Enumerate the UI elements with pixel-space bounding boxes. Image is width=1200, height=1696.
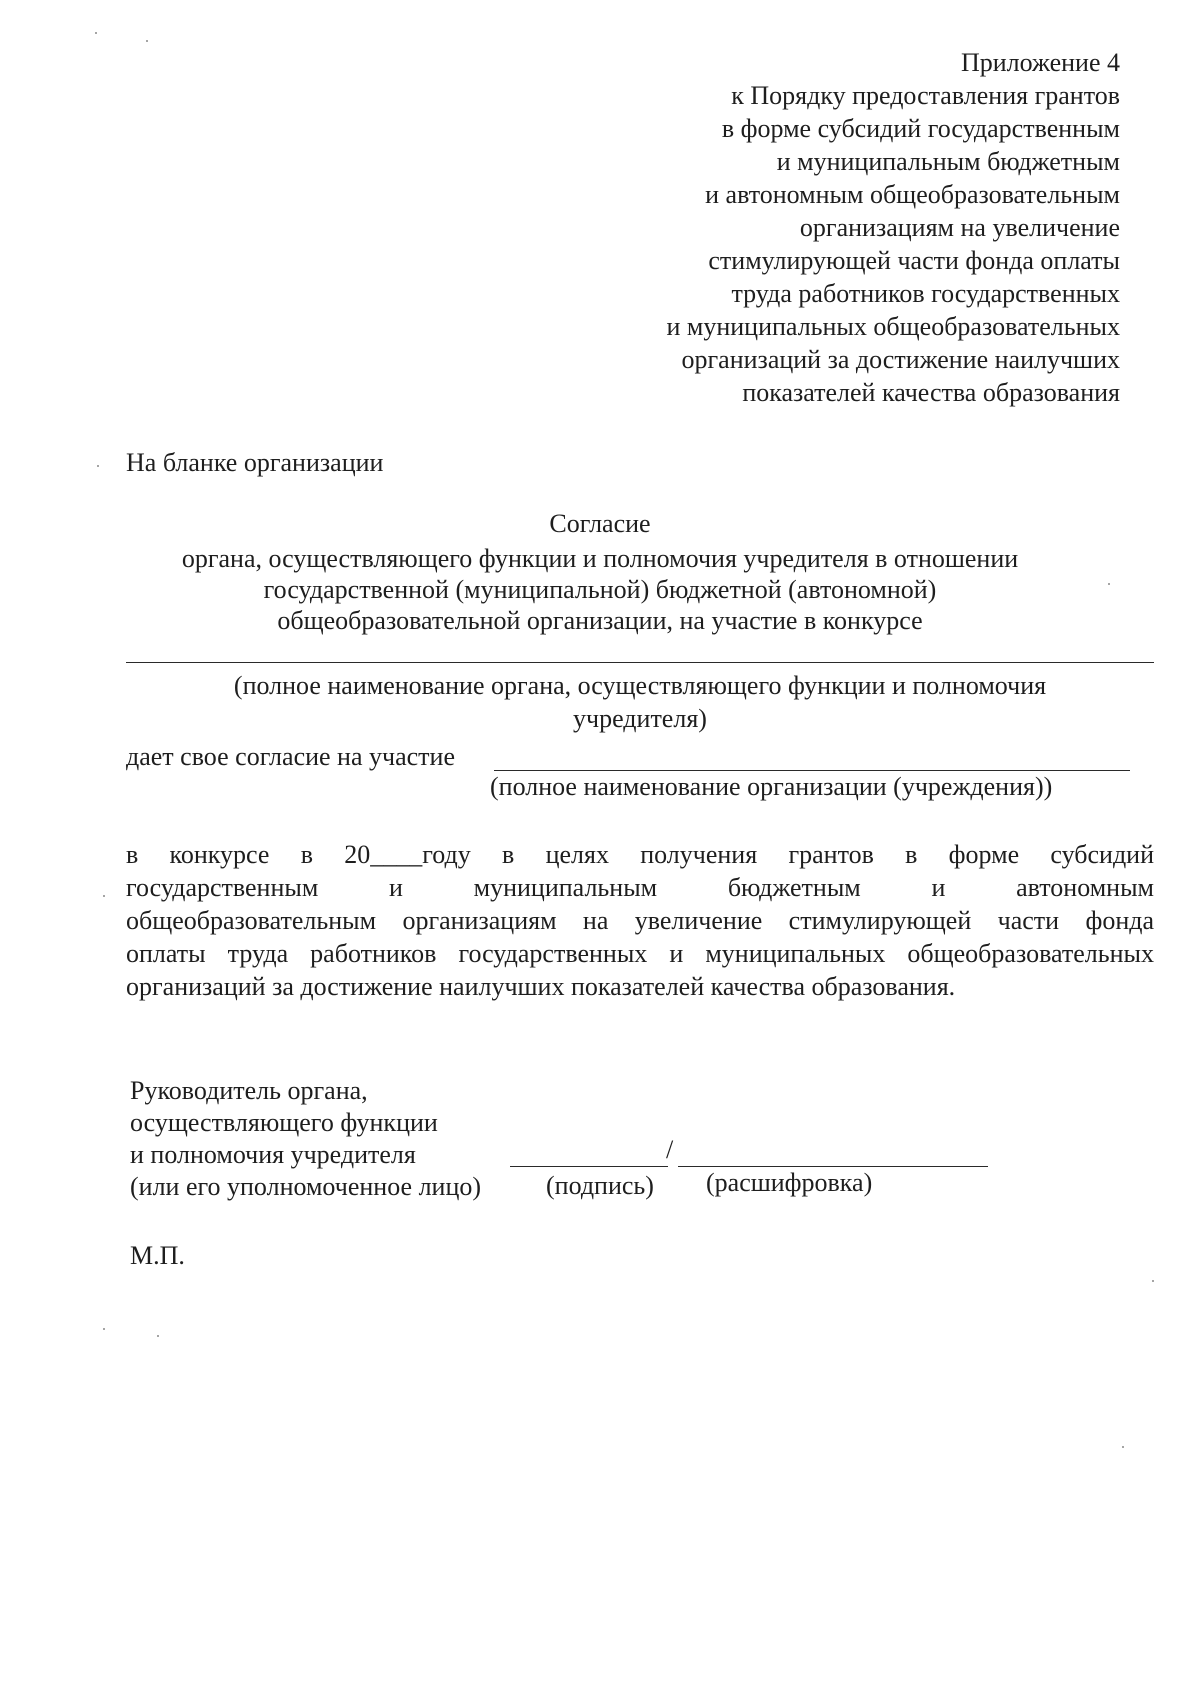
appendix-line: к Порядку предоставления грантов: [731, 81, 1120, 110]
scan-speck: [103, 895, 105, 897]
signature-role-line: осуществляющего функции: [130, 1108, 438, 1137]
scan-speck: [103, 1328, 105, 1330]
scan-speck: [157, 1335, 159, 1337]
body-line: организаций за достижение наилучших показателей качества образования.: [126, 972, 956, 1001]
appendix-line: труда работников государственных: [731, 279, 1120, 308]
scan-speck: [97, 465, 99, 467]
document-subtitle-line: органа, осуществляющего функции и полномочия учредителя в отношении: [181, 544, 1019, 573]
appendix-line: и автономным общеобразовательным: [705, 180, 1120, 209]
appendix-line: в форме субсидий государственным: [721, 114, 1120, 143]
body-line: в конкурсе в 20____году в целях получения грантов в форме субсидий: [126, 840, 1154, 869]
scan-speck: [1108, 583, 1110, 585]
body-line: оплаты труда работников государственных и муниципальных общеобразовательных: [126, 939, 1154, 968]
signature-role-line: Руководитель органа,: [130, 1076, 368, 1105]
signature-role-line: (или его уполномоченное лицо): [130, 1172, 482, 1201]
scan-speck: [1122, 1446, 1124, 1448]
appendix-line: Приложение 4: [960, 48, 1120, 77]
consent-label: дает свое согласие на участие: [126, 742, 455, 771]
document-title: Согласие: [549, 509, 651, 538]
authority-field-caption: (полное наименование органа, осуществляющего функции и полномочия: [233, 671, 1047, 700]
scan-speck: [95, 32, 97, 34]
authority-name-field[interactable]: [126, 662, 1154, 663]
appendix-line: и муниципальных общеобразовательных: [666, 312, 1120, 341]
document-subtitle-line: общеобразовательной организации, на участие в конкурсе: [277, 606, 923, 635]
authority-field-caption: учредителя): [573, 704, 707, 733]
decode-caption: (расшифровка): [706, 1168, 873, 1197]
signature-field[interactable]: [510, 1166, 668, 1167]
signature-role-line: и полномочия учредителя: [130, 1140, 416, 1169]
appendix-line: стимулирующей части фонда оплаты: [708, 246, 1120, 275]
appendix-line: и муниципальным бюджетным: [776, 147, 1120, 176]
signature-slash: /: [666, 1135, 674, 1164]
appendix-line: организаций за достижение наилучших: [681, 345, 1120, 374]
signature-caption: (подпись): [546, 1171, 654, 1200]
body-line: государственным и муниципальным бюджетным и автономным: [126, 873, 1154, 902]
appendix-line: организациям на увеличение: [799, 213, 1120, 242]
scan-speck: [146, 40, 148, 42]
appendix-line: показателей качества образования: [742, 378, 1120, 407]
document-subtitle-line: государственной (муниципальной) бюджетной (автономной): [263, 575, 937, 604]
letterhead-note: На бланке организации: [126, 448, 384, 477]
scan-speck: [1152, 1280, 1154, 1282]
body-line: общеобразовательным организациям на увеличение стимулирующей части фонда: [126, 906, 1154, 935]
organization-field-caption: (полное наименование организации (учреждения)): [490, 772, 1053, 801]
stamp-place: М.П.: [130, 1241, 185, 1270]
